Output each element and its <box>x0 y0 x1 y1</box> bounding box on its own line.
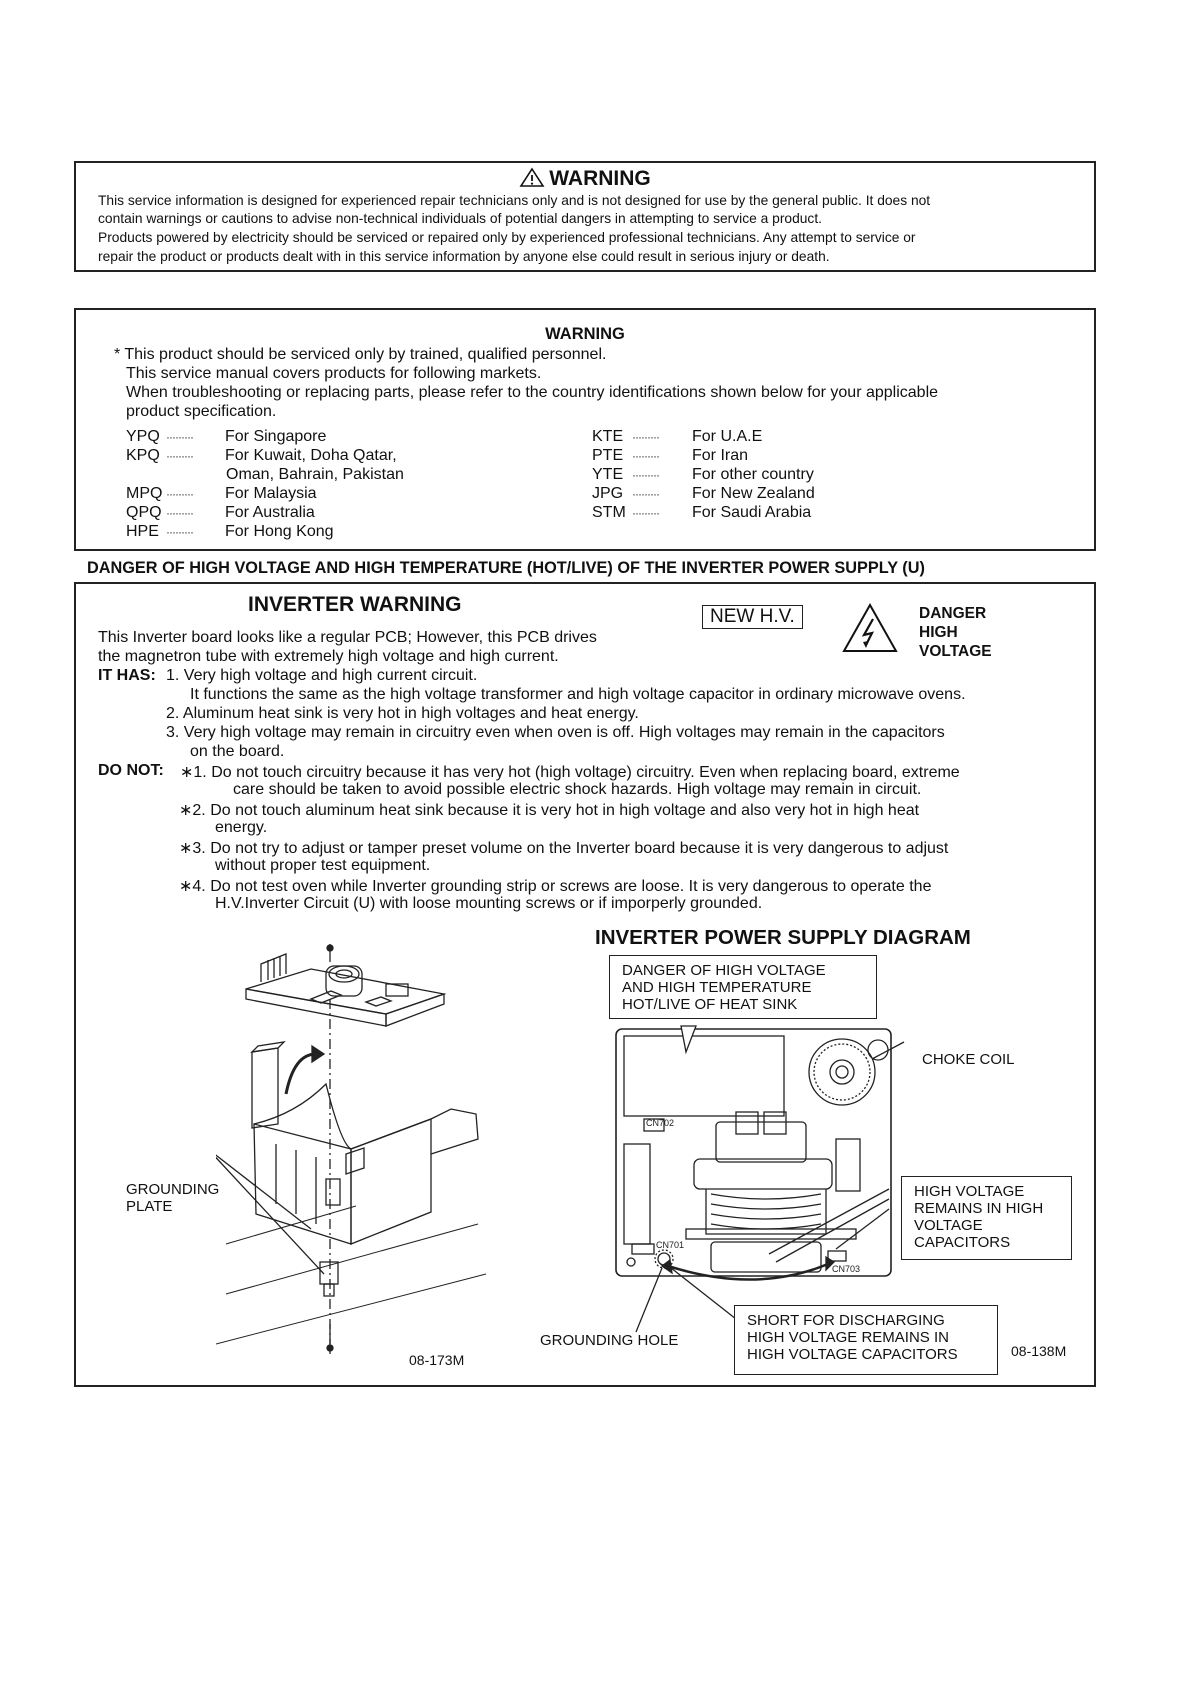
leader-dots: ········· <box>632 468 659 482</box>
market-desc: For U.A.E <box>692 428 763 445</box>
market-desc: For Saudi Arabia <box>692 504 812 521</box>
warning-triangle-icon <box>519 167 545 187</box>
leader-dots: ········· <box>166 487 193 501</box>
service-warning-box <box>74 161 1096 272</box>
it-has-item: 1. Very high voltage and high current circuit. <box>166 667 478 684</box>
callout-line: HIGH VOLTAGE CAPACITORS <box>747 1346 958 1363</box>
market-code: HPE <box>126 523 159 540</box>
leader-dots: ········· <box>166 430 193 444</box>
do-not-item: energy. <box>215 819 268 836</box>
market-desc: For Malaysia <box>225 485 317 502</box>
market-item <box>126 447 397 465</box>
market-item <box>592 447 749 465</box>
diagram-title: INVERTER POWER SUPPLY DIAGRAM <box>595 926 971 949</box>
callout-line: VOLTAGE <box>914 1217 983 1234</box>
market-warning-line: This service manual covers products for following markets. <box>126 365 542 382</box>
market-desc: For Kuwait, Doha Qatar, <box>225 447 397 464</box>
cn702-label: CN702 <box>646 1118 675 1128</box>
it-has-item: on the board. <box>190 743 285 760</box>
do-not-item: ∗3. Do not try to adjust or tamper preset volume on the Inverter board because it is very dangerous to adjust <box>179 840 949 857</box>
leader-dots: ········· <box>632 506 659 520</box>
callout-line: REMAINS IN HIGH <box>914 1200 1044 1217</box>
service-warning-title-text: WARNING <box>549 167 651 190</box>
do-not-item: ∗1. Do not touch circuitry because it has very hot (high voltage) circuitry. Even when replacing board, extreme <box>180 764 960 781</box>
market-code: YPQ <box>126 428 160 445</box>
inverter-warning-title: INVERTER WARNING <box>248 593 462 616</box>
danger-line: DANGER <box>919 605 987 622</box>
market-item <box>126 523 334 541</box>
market-desc: For New Zealand <box>692 485 815 502</box>
do-not-item: ∗4. Do not test oven while Inverter grounding strip or screws are loose. It is very dangerous to operate the <box>179 878 932 895</box>
do-not-label: DO NOT: <box>98 762 164 779</box>
leader-dots: ········· <box>166 506 193 520</box>
grounding-plate-drawing <box>216 944 506 1364</box>
figure-number-left: 08-173M <box>409 1352 465 1368</box>
heat-sink-danger-callout <box>609 955 877 1019</box>
danger-line: HIGH <box>919 624 958 641</box>
market-item <box>126 485 317 503</box>
market-code: KPQ <box>126 447 160 464</box>
market-code: YTE <box>592 466 624 483</box>
new-hv-badge: NEW H.V. <box>702 605 803 629</box>
it-has-item: 2. Aluminum heat sink is very hot in high voltages and heat energy. <box>166 705 639 722</box>
market-code: JPG <box>592 485 624 502</box>
cn701-label: CN701 <box>656 1240 685 1250</box>
high-voltage-icon <box>842 603 898 653</box>
cn703-label: CN703 <box>832 1264 861 1274</box>
callout-line: SHORT FOR DISCHARGING <box>747 1312 945 1329</box>
market-warning-box <box>74 308 1096 551</box>
service-warning-title <box>76 167 1094 191</box>
choke-coil-label: CHOKE COIL <box>922 1051 1015 1068</box>
market-desc: For Iran <box>692 447 749 464</box>
inverter-intro-line: This Inverter board looks like a regular PCB; However, this PCB drives <box>98 629 597 646</box>
market-warning-line: product specification. <box>126 403 277 420</box>
market-warning-line: * This product should be serviced only by trained, qualified personnel. <box>114 346 607 363</box>
leader-dots: ········· <box>632 449 659 463</box>
danger-heading: DANGER OF HIGH VOLTAGE AND HIGH TEMPERATURE (HOT/LIVE) OF THE INVERTER POWER SUPPLY (U) <box>87 559 925 577</box>
market-warning-title: WARNING <box>545 325 625 343</box>
callout-line: HOT/LIVE OF HEAT SINK <box>622 996 798 1013</box>
do-not-item: without proper test equipment. <box>215 857 431 874</box>
inverter-warning-box <box>74 582 1096 1387</box>
market-item <box>592 428 763 446</box>
market-warning-line: When troubleshooting or replacing parts, please refer to the country identifications shown below for your applicable <box>126 384 939 401</box>
callout-line: HIGH VOLTAGE REMAINS IN <box>747 1329 949 1346</box>
market-item <box>592 466 814 484</box>
inverter-intro-line: the magnetron tube with extremely high voltage and high current. <box>98 648 559 665</box>
leader-dots: ········· <box>632 487 659 501</box>
discharge-callout <box>734 1305 998 1375</box>
market-desc: For other country <box>692 466 814 483</box>
market-code: QPQ <box>126 504 162 521</box>
market-desc: For Singapore <box>225 428 327 445</box>
service-warning-line: Products powered by electricity should be serviced or repaired only by experienced professional technicians. Any attempt to service or <box>98 230 916 245</box>
service-warning-line: repair the product or products dealt with in this service information by anyone else could result in serious injury or death. <box>98 249 830 264</box>
do-not-item: care should be taken to avoid possible electric shock hazards. High voltage may remain in circuit. <box>233 781 922 798</box>
leader-dots: ········· <box>166 449 193 463</box>
callout-line: HIGH VOLTAGE <box>914 1183 1025 1200</box>
market-item <box>126 504 315 522</box>
callout-line: AND HIGH TEMPERATURE <box>622 979 812 996</box>
callout-line: DANGER OF HIGH VOLTAGE <box>622 962 826 979</box>
it-has-label: IT HAS: <box>98 667 156 684</box>
danger-line: VOLTAGE <box>919 643 992 660</box>
service-warning-line: contain warnings or cautions to advise non-technical individuals of potential dangers in attempting to service a product. <box>98 211 822 226</box>
leader-dots: ········· <box>632 430 659 444</box>
market-item <box>592 504 812 522</box>
hv-remains-callout <box>901 1176 1072 1260</box>
danger-high-voltage-label <box>919 604 992 661</box>
grounding-plate-line: PLATE <box>126 1198 173 1215</box>
grounding-plate-line: GROUNDING <box>126 1181 220 1198</box>
service-warning-line: This service information is designed for experienced repair technicians only and is not designed for use by the general public. It does not <box>98 193 931 208</box>
market-desc: For Hong Kong <box>225 523 334 540</box>
market-desc: For Australia <box>225 504 315 521</box>
callout-line: CAPACITORS <box>914 1234 1011 1251</box>
market-code: MPQ <box>126 485 163 502</box>
it-has-item: 3. Very high voltage may remain in circuitry even when oven is off. High voltages may remain in the capacitors <box>166 724 945 741</box>
market-code: KTE <box>592 428 624 445</box>
market-code: STM <box>592 504 626 521</box>
market-desc: Oman, Bahrain, Pakistan <box>226 466 404 483</box>
grounding-hole-label: GROUNDING HOLE <box>540 1332 679 1349</box>
market-item <box>226 466 404 484</box>
market-item <box>592 485 815 503</box>
it-has-item: It functions the same as the high voltage transformer and high voltage capacitor in ordinary microwave ovens. <box>190 686 966 703</box>
figure-number-right: 08-138M <box>1011 1343 1067 1359</box>
leader-dots: ········· <box>166 525 193 539</box>
market-item <box>126 428 327 446</box>
do-not-item: ∗2. Do not touch aluminum heat sink because it is very hot in high voltage and also very hot in high heat <box>179 802 920 819</box>
grounding-plate-label <box>126 1181 219 1215</box>
do-not-item: H.V.Inverter Circuit (U) with loose mounting screws or if imporperly grounded. <box>215 895 763 912</box>
market-code: PTE <box>592 447 624 464</box>
